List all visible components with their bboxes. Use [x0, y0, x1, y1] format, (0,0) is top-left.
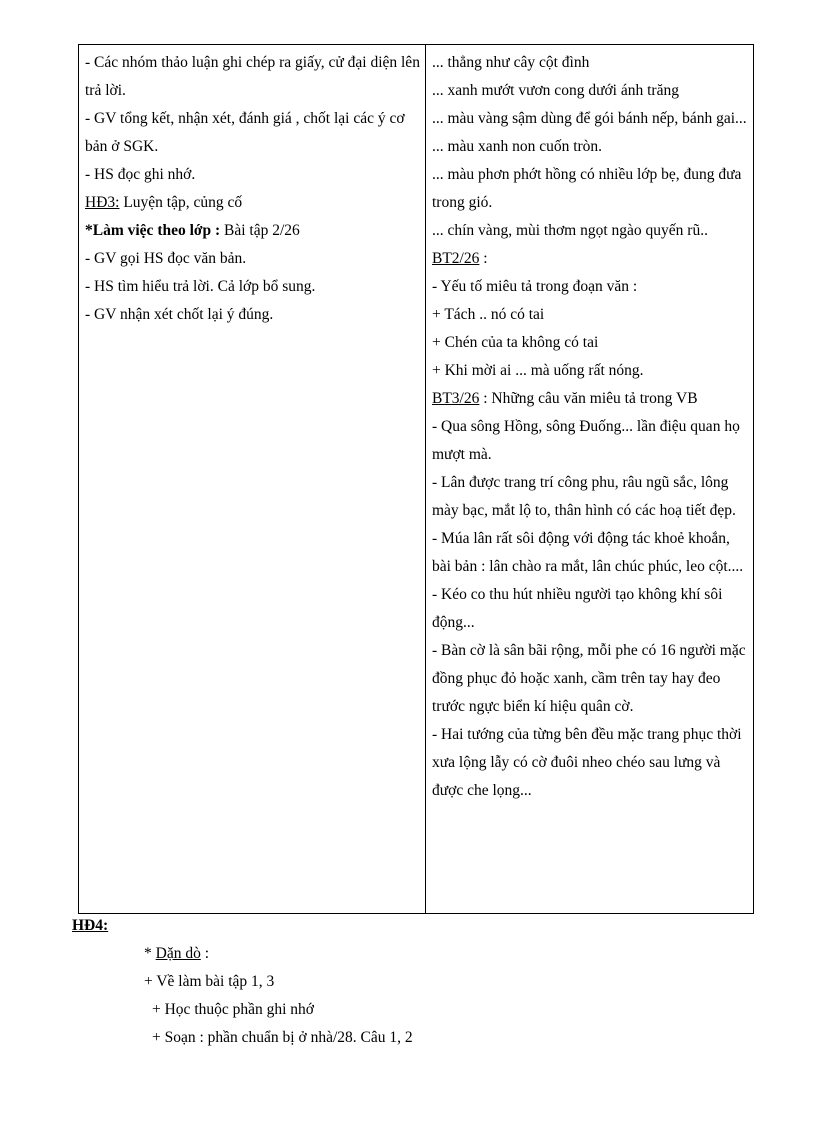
- bt3-label: BT3/26: [432, 390, 480, 407]
- hd4-heading: [72, 912, 413, 940]
- bt3-item: - Lân được trang trí công phu, râu ngũ sắc, lông mày bạc, mắt lộ to, thân hình có các hoạ tiết đẹp.: [432, 474, 736, 519]
- hd4-label: HĐ4:: [72, 917, 109, 934]
- hd3-label: HĐ3:: [85, 194, 120, 211]
- class-work-label: *Làm việc theo lớp :: [85, 222, 221, 239]
- bt2-text: :: [479, 250, 488, 267]
- homework-suffix: :: [200, 945, 210, 962]
- right-line: ... màu vàng sậm dùng để gói bánh nếp, bánh gai...: [432, 110, 747, 127]
- homework-section: [72, 912, 413, 1052]
- left-line: - GV tổng kết, nhận xét, đánh giá , chốt lại các ý cơ bản ở SGK.: [85, 110, 405, 155]
- homework-prefix: *: [144, 945, 156, 962]
- right-line: ... xanh mướt vươn cong dưới ánh trăng: [432, 82, 679, 99]
- bt3-item: - Múa lân rất sôi động với động tác khoẻ khoắn, bài bản : lân chào ra mắt, lân chúc phúc, leo cột....: [432, 530, 744, 575]
- class-work-text: Bài tập 2/26: [220, 222, 300, 239]
- bt2-item: - Yếu tố miêu tả trong đoạn văn :: [432, 278, 638, 295]
- bt2-heading: [432, 245, 748, 273]
- bt3-item: - Qua sông Hồng, sông Đuống... lần điệu quan họ mượt mà.: [432, 418, 740, 463]
- hd3-heading: [85, 189, 420, 217]
- left-line: - HS tìm hiểu trả lời. Cả lớp bổ sung.: [85, 278, 316, 295]
- left-line: - HS đọc ghi nhớ.: [85, 166, 196, 183]
- left-line: - GV gọi HS đọc văn bản.: [85, 250, 247, 267]
- homework-heading: [72, 940, 413, 968]
- left-line: - GV nhận xét chốt lại ý đúng.: [85, 306, 274, 323]
- teacher-activity-column: [79, 45, 426, 914]
- left-line: - Các nhóm thảo luận ghi chép ra giấy, cử đại diện lên trả lời.: [85, 54, 420, 99]
- homework-item: + Học thuộc phần ghi nhớ: [152, 1001, 315, 1018]
- right-line: ... thẳng như cây cột đình: [432, 54, 590, 71]
- bt2-item: + Khi mời ai ... mà uống rất nóng.: [432, 362, 644, 379]
- right-line: ... màu xanh non cuốn tròn.: [432, 138, 603, 155]
- homework-item: + Về làm bài tập 1, 3: [144, 973, 275, 990]
- lesson-table: [78, 44, 754, 914]
- right-line: ... màu phơn phớt hồng có nhiều lớp bẹ, đung đưa trong gió.: [432, 166, 742, 211]
- content-column: [426, 45, 754, 914]
- homework-label: Dặn dò: [155, 945, 201, 962]
- homework-item: + Soạn : phần chuẩn bị ở nhà/28. Câu 1, 2: [152, 1029, 413, 1046]
- bt2-label: BT2/26: [432, 250, 480, 267]
- class-work-heading: [85, 217, 420, 245]
- bt3-item: - Kéo co thu hút nhiều người tạo không khí sôi động...: [432, 586, 723, 631]
- bt3-item: - Bàn cờ là sân bãi rộng, mỗi phe có 16 người mặc đồng phục đỏ hoặc xanh, cầm trên tay hay đeo trước ngực biển kí hiệu quân cờ.: [432, 642, 746, 715]
- bt3-text: : Những câu văn miêu tả trong VB: [479, 390, 698, 407]
- right-line: ... chín vàng, mùi thơm ngọt ngào quyến rũ..: [432, 222, 708, 239]
- bt3-item: - Hai tướng của từng bên đều mặc trang phục thời xưa lộng lẫy có cờ đuôi nheo chéo sau lưng và được che lọng...: [432, 726, 742, 799]
- hd3-text: Luyện tập, củng cố: [119, 194, 243, 211]
- table-row: [79, 45, 754, 914]
- bt2-item: + Chén của ta không có tai: [432, 334, 599, 351]
- bt2-item: + Tách .. nó có tai: [432, 306, 545, 323]
- bt3-heading: [432, 385, 748, 413]
